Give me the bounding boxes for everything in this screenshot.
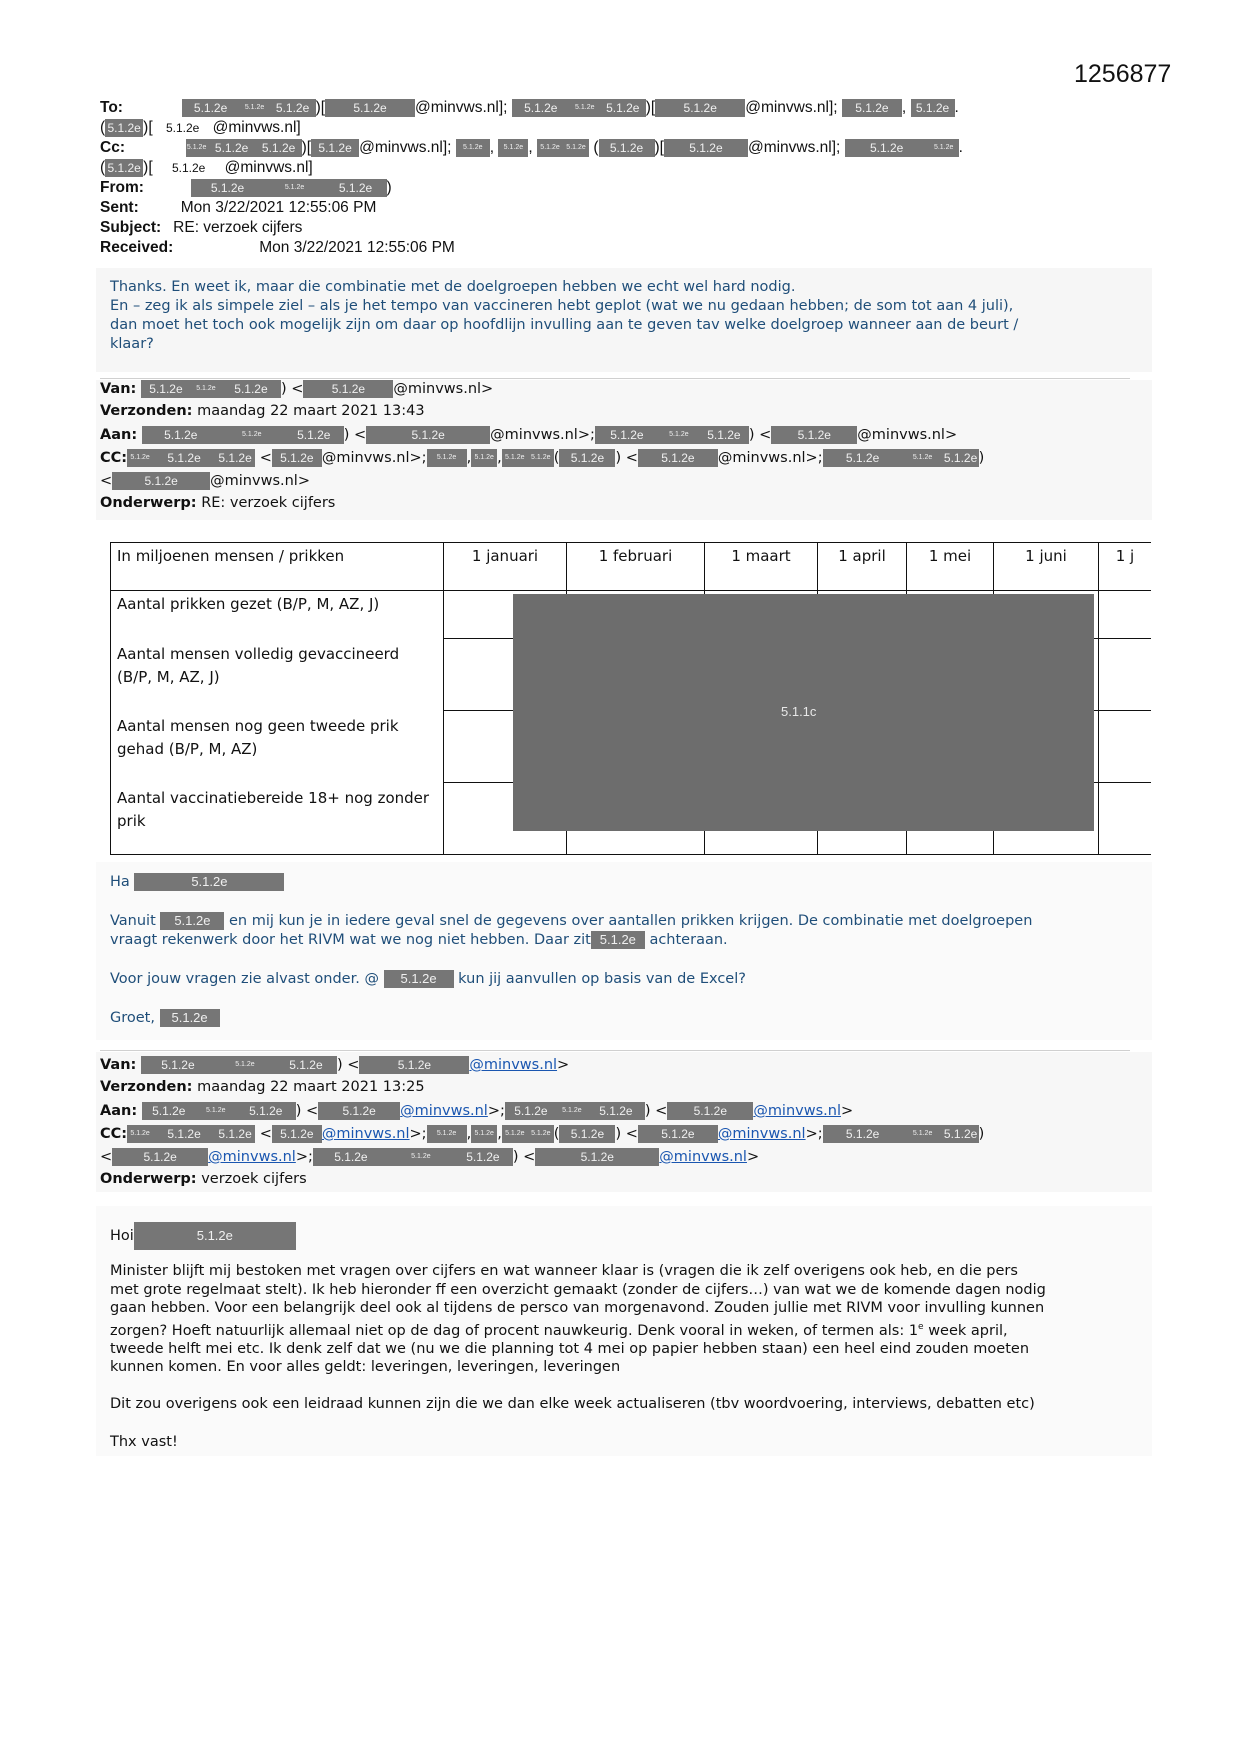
- separator: [100, 378, 1130, 379]
- reply-2-greeting: Ha 5.1.2e: [110, 873, 284, 891]
- msg3-cc-2: < 5.1.2e @minvws.nl>; 5.1.2e 5.1.2e 5.1.2e ) < 5.1.2e @minvws.nl>: [100, 1149, 760, 1165]
- msg2-cc: CC: 5.1.2e 5.1.2e 5.1.2e < 5.1.2e @minvws.nl>; 5.1.2e , 5.1.2e , 5.1.2e 5.1.2e ( 5.1.2e ) < 5.1.2e @minvws.nl>; 5.1.2e 5.1.2e 5.1.2e): [100, 450, 985, 466]
- received-value: Mon 3/22/2021 12:55:06 PM: [259, 239, 455, 256]
- original-signoff: Thx vast!: [110, 1434, 178, 1450]
- table-header-cell: 1 april: [818, 543, 907, 591]
- sent-value: Mon 3/22/2021 12:55:06 PM: [180, 199, 377, 216]
- to-label: To:: [100, 99, 123, 117]
- email-link[interactable]: @minvws.nl: [753, 1103, 841, 1119]
- original-body-2: Dit zou overigens ook een leidraad kunnen zijn die we dan elke week actualiseren (tbv woordvoering, interviews, debatten etc): [110, 1396, 1035, 1412]
- cc-line: Cc: 5.1.2e 5.1.2e 5.1.2e )[ 5.1.2e @minvws.nl]; 5.1.2e , 5.1.2e , 5.1.2e 5.1.2e ( 5.1.2e )[ 5.1.2e @minvws.nl]; 5.1.2e 5.1.2e .: [100, 139, 963, 157]
- msg2-onderwerp: Onderwerp: RE: verzoek cijfers: [100, 495, 336, 511]
- to-line: To: 5.1.2e 5.1.2e 5.1.2e )[ 5.1.2e @minvws.nl]; 5.1.2e 5.1.2e 5.1.2e )[ 5.1.2e @minvws.nl]; 5.1.2e , 5.1.2e .: [100, 99, 959, 117]
- email-link[interactable]: @minvws.nl: [321, 1126, 410, 1142]
- table-header-cell: 1 j: [1099, 543, 1152, 591]
- to-line-2: ( 5.1.2e )[ 5.1.2e @minvws.nl]: [100, 119, 301, 137]
- email-link[interactable]: @minvws.nl: [659, 1149, 747, 1165]
- msg2-verzonden: Verzonden: maandag 22 maart 2021 13:43: [100, 403, 425, 419]
- msg2-cc-2: < 5.1.2e @minvws.nl>: [100, 473, 310, 489]
- msg2-van: Van: 5.1.2e 5.1.2e 5.1.2e ) < 5.1.2e @minvws.nl>: [100, 381, 494, 397]
- cc-label: Cc:: [100, 139, 125, 157]
- table-header-row: [111, 543, 1152, 591]
- msg3-van: Van: 5.1.2e 5.1.2e 5.1.2e ) < 5.1.2e @minvws.nl>: [100, 1057, 570, 1073]
- reply-2-question: Voor jouw vragen zie alvast onder. @ 5.1.2e kun jij aanvullen op basis van de Excel?: [110, 971, 746, 987]
- redaction: 5.1.2e: [182, 99, 240, 117]
- table-redaction: 5.1.1c: [513, 594, 1094, 831]
- table-header-cell: In miljoenen mensen / prikken: [111, 543, 444, 591]
- table-row-label: Aantal mensen nog geen tweede prik gehad (B/P, M, AZ): [111, 711, 444, 783]
- msg3-aan: Aan: 5.1.2e 5.1.2e 5.1.2e ) < 5.1.2e @minvws.nl>; 5.1.2e 5.1.2e 5.1.2e ) < 5.1.2e @minvws.nl>: [100, 1103, 854, 1119]
- table-header-cell: 1 februari: [567, 543, 705, 591]
- table-header-cell: 1 januari: [444, 543, 567, 591]
- subject-line: Subject: RE: verzoek cijfers: [100, 219, 303, 236]
- from-label: From:: [100, 179, 144, 197]
- table-header-cell: 1 maart: [705, 543, 818, 591]
- msg3-cc: CC: 5.1.2e 5.1.2e 5.1.2e < 5.1.2e @minvws.nl>; 5.1.2e , 5.1.2e , 5.1.2e 5.1.2e ( 5.1.2e ) < 5.1.2e @minvws.nl>; 5.1.2e 5.1.2e 5.1.2e): [100, 1126, 985, 1142]
- original-body: Minister blijft mij bestoken met vragen over cijfers en wat wanneer klaar is (vragen die ik zelf overigens ook heb, en die pers met grote regelmaat stelt). Ik heb hieronder ff een overzicht gemaakt (zonder de cijfers…) van wat we de komende dagen nodig gaan hebben. Voor een belangrijk deel ook al tijdens de persco van morgenavond. Zouden jullie met RIVM voor invulling kunnen zorgen? Hoeft natuurlijk allemaal niet op de dag of procent nauwkeurig. Denk vooral in weken, of termen als: 1e week april, tweede helft mei etc. Ik denk zelf dat we (nu we die planning tot 4 mei op papier hebben staan) een heel eind zouden moeten kunnen komen. En voor alles geldt: leveringen, leveringen, leveringen: [110, 1263, 1046, 1376]
- subject-value: RE: verzoek cijfers: [173, 219, 303, 236]
- reply-2-closing: Groet, 5.1.2e: [110, 1009, 220, 1027]
- msg3-verzonden: Verzonden: maandag 22 maart 2021 13:25: [100, 1079, 425, 1095]
- email-link[interactable]: @minvws.nl: [400, 1103, 488, 1119]
- document-number: 1256877: [1074, 60, 1172, 88]
- sent-line: Sent: Mon 3/22/2021 12:55:06 PM: [100, 199, 377, 216]
- table-row-label: Aantal mensen volledig gevaccineerd (B/P, M, AZ, J): [111, 639, 444, 711]
- table-row-label: Aantal vaccinatiebereide 18+ nog zonder prik: [111, 783, 444, 855]
- email-link[interactable]: @minvws.nl: [717, 1126, 806, 1142]
- table-header-cell: 1 juni: [994, 543, 1099, 591]
- email-domain: @minvws.nl];: [415, 99, 508, 117]
- table-header-cell: 1 mei: [907, 543, 994, 591]
- reply-1-body: Thanks. En weet ik, maar die combinatie met de doelgroepen hebben we echt wel hard nodig. En – zeg ik als simpele ziel – als je het tempo van vaccineren hebt geplot (wat we nu gedaan hebben; de som tot aan 4 juli), dan moet het toch ook mogelijk zijn om daar op hoofdlijn invulling aan te geven tav welke doelgroep wanneer aan de beurt / klaar?: [110, 279, 1019, 352]
- cc-line-2: ( 5.1.2e )[ 5.1.2e @minvws.nl]: [100, 159, 313, 177]
- email-link[interactable]: @minvws.nl: [208, 1149, 296, 1165]
- separator: [100, 1050, 1130, 1051]
- original-greeting: Hoi 5.1.2e: [110, 1222, 296, 1250]
- received-line: Received: Mon 3/22/2021 12:55:06 PM: [100, 239, 455, 256]
- msg2-aan: Aan: 5.1.2e 5.1.2e 5.1.2e ) < 5.1.2e @minvws.nl>; 5.1.2e 5.1.2e 5.1.2e ) < 5.1.2e @minvws.nl>: [100, 427, 958, 443]
- reply-2-body: Vanuit 5.1.2e en mij kun je in iedere geval snel de gegevens over aantallen prikken krijgen. De combinatie met doelgroepen vraagt rekenwerk door het RIVM wat we nog niet hebben. Daar zit 5.1.2e achteraan.: [110, 913, 1033, 948]
- email-link[interactable]: @minvws.nl: [469, 1057, 558, 1073]
- table-row-label: Aantal prikken gezet (B/P, M, AZ, J): [111, 591, 444, 639]
- from-line: From: 5.1.2e 5.1.2e 5.1.2e ): [100, 179, 392, 197]
- msg3-onderwerp: Onderwerp: verzoek cijfers: [100, 1171, 307, 1187]
